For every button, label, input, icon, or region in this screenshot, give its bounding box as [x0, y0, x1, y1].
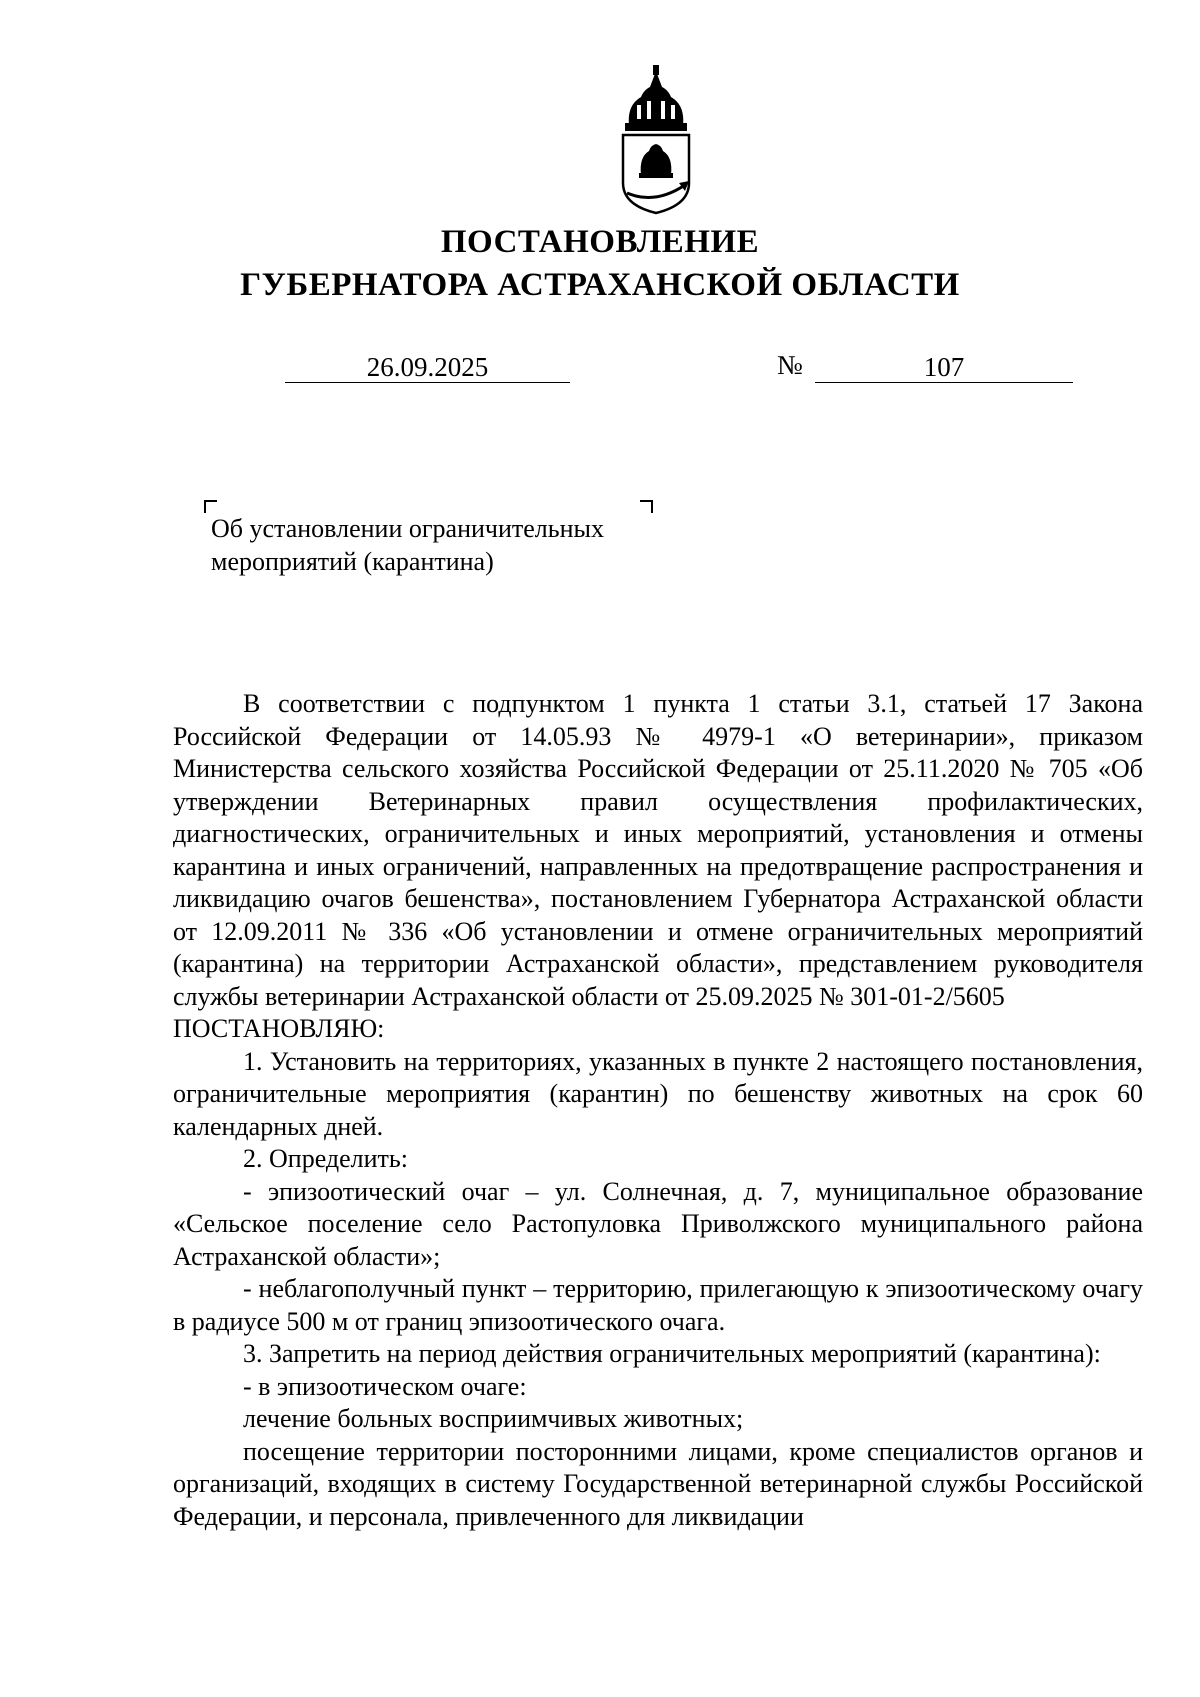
document-type-title: ПОСТАНОВЛЕНИЕ	[440, 224, 760, 260]
item-3-subitem: - в эпизоотическом очаге:	[243, 1371, 527, 1401]
subject-line: мероприятий (карантина)	[211, 547, 494, 576]
item-3-restriction: лечение больных восприимчивых животных;	[243, 1404, 744, 1433]
number-sign: №	[777, 350, 803, 380]
issuer-title: ГУБЕРНАТОРА АСТРАХАНСКОЙ ОБЛАСТИ	[240, 267, 960, 303]
item-3-paragraph: 3. Запретить на период действия ограничительных мероприятий (карантина):	[243, 1339, 1101, 1368]
decree-date: 26.09.2025	[285, 352, 570, 383]
subject-line: Об установлении ограничительных	[211, 514, 605, 543]
decree-number: 107	[815, 352, 1073, 383]
item-2-episootic-focus: - эпизоотический очаг – ул. Солнечная, д. 7, муниципальное образование «Сельское поселение село Растопуловка Приволжского муниципального района Астраханской области»;	[173, 1176, 1143, 1271]
item-2-unfavorable-point: - неблагополучный пункт – территорию, прилегающую к эпизоотическому очагу в радиусе 500 м от границ эпизоотического очага.	[173, 1274, 1143, 1336]
decree-body	[173, 688, 1143, 1533]
item-1-paragraph: 1. Установить на территориях, указанных в пункте 2 настоящего постановления, ограничительные мероприятия (карантин) по бешенству животных на срок 60 календарных дней.	[173, 1046, 1143, 1141]
item-3-restriction: посещение территории посторонними лицами, кроме специалистов органов и организаций, входящих в систему Государственной ветеринарной службы Российской Федерации, и персонала, привлеченного для ликвидации	[173, 1436, 1143, 1531]
item-2-paragraph: 2. Определить:	[243, 1144, 408, 1173]
decree-word: ПОСТАНОВЛЯЮ:	[173, 1014, 385, 1043]
preamble-paragraph: В соответствии с подпунктом 1 пункта 1 статьи 3.1, статьей 17 Закона Российской Федерации от 14.05.93 № 4979-1 «О ветеринарии», приказом Министерства сельского хозяйства Российской Федерации от 25.11.2020 № 705 «Об утверждении Ветеринарных правил осуществления профилактических, диагностических, ограничительных и иных мероприятий, установления и отмены карантина и иных ограничений, направленных на предотвращение распространения и ликвидацию очагов бешенства», постановлением Губернатора Астраханской области от 12.09.2011 № 336 «Об установлении и отмене ограничительных мероприятий (карантина) на территории Астраханской области», представлением руководителя службы ветеринарии Астраханской области от 25.09.2025 № 301-01-2/5605	[173, 689, 1143, 1011]
decree-subject	[211, 512, 671, 578]
coat-of-arms-emblem	[615, 65, 697, 215]
